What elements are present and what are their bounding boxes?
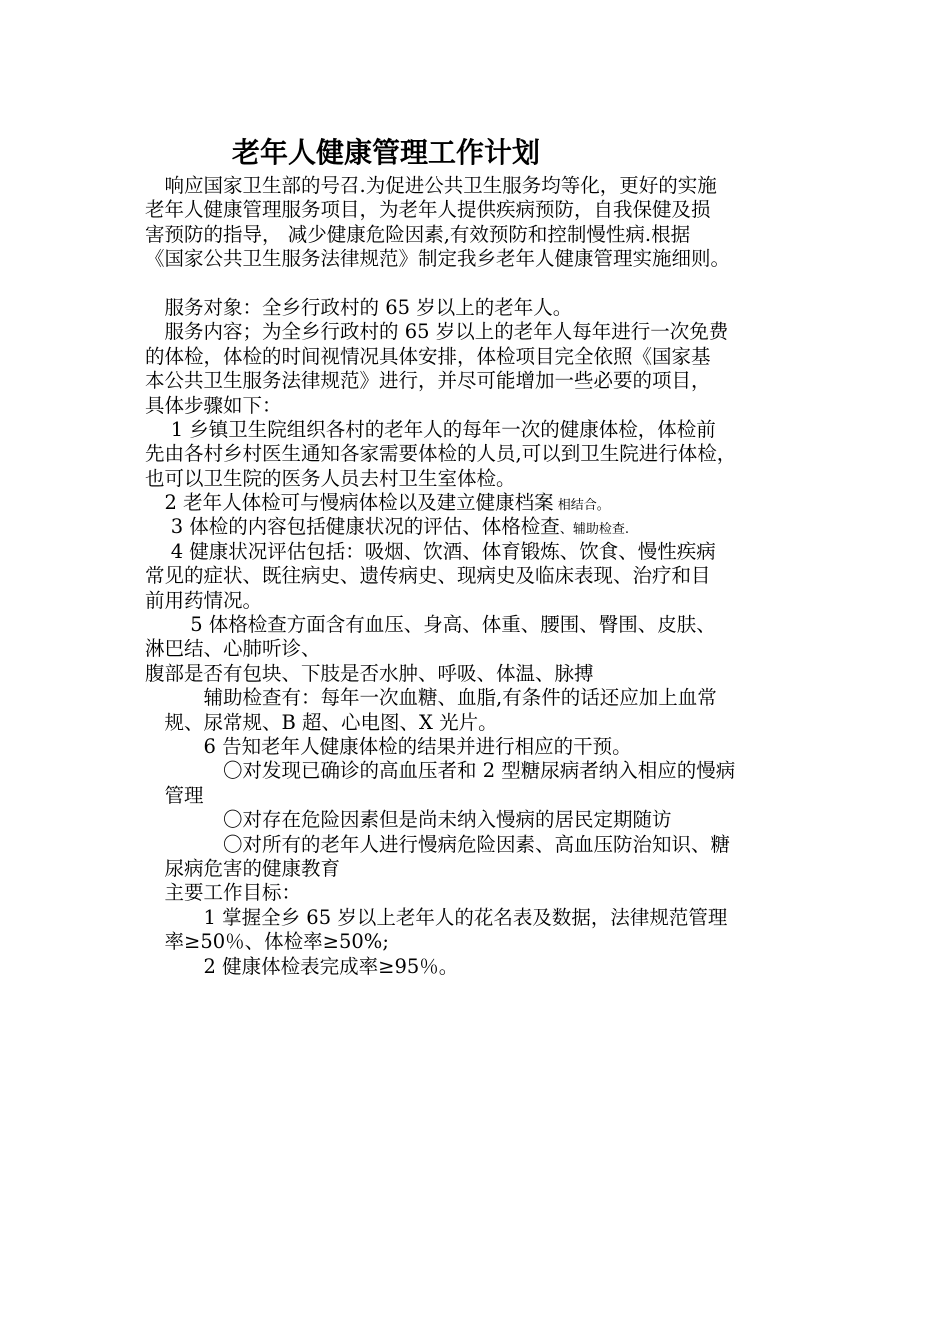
small-note: 、辅助检查. (559, 522, 629, 538)
line-text: 2 老年人体检可与慢病体检以及建立健康档案 (145, 491, 554, 515)
small-note: 相结合。 (553, 498, 610, 514)
paragraph-line (145, 515, 820, 539)
paragraph-line: 常见的症状、既往病史、遗传病史、现病史及临床表现、治疗和目 (145, 564, 711, 588)
paragraph-line: 1 掌握全乡 65 岁以上老年人的花名表及数据，法律规范管理 (145, 905, 728, 929)
paragraph-line: 《国家公共卫生服务法律规范》制定我乡老年人健康管理实施细则。 (145, 247, 731, 271)
document-title: 老年人健康管理工作计划 (232, 136, 541, 169)
paragraph-line: 害预防的指导， 减少健康危险因素,有效预防和控制慢性病.根据 (145, 222, 691, 246)
paragraph-line: 前用药情况。 (145, 588, 263, 612)
paragraph-line: 的体检，体检的时间视情况具体安排，体检项目完全依照《国家基 (145, 344, 711, 368)
paragraph-line: 本公共卫生服务法律规范》进行，并尽可能增加一些必要的项目， (145, 369, 711, 393)
paragraph-line: 先由各村乡村医生通知各家需要体检的人员,可以到卫生院进行体检， (145, 442, 737, 466)
paragraph-line: 〇对发现已确诊的高血压者和 2 型糖尿病者纳入相应的慢病 (145, 759, 736, 783)
paragraph-line: 2 健康体检表完成率≥95％。 (145, 954, 459, 978)
paragraph-line: 1 乡镇卫生院组织各村的老年人的每年一次的健康体检，体检前 (145, 417, 716, 441)
paragraph-line: 服务内容；为全乡行政村的 65 岁以上的老年人每年进行一次免费 (145, 320, 729, 344)
paragraph-line: 率≥50％、体检率≥50%; (145, 930, 389, 954)
paragraph-line: 规、尿常规、B 超、心电图、X 光片。 (145, 710, 498, 734)
blank-line (145, 272, 820, 296)
paragraph-line: 老年人健康管理服务项目，为老年人提供疾病预防，自我保健及损 (145, 198, 711, 222)
paragraph-line: 〇对所有的老年人进行慢病危险因素、高血压防治知识、糖 (145, 832, 731, 856)
paragraph-line: 6 告知老年人健康体检的结果并进行相应的干预。 (145, 734, 632, 758)
line-text: 3 体检的内容包括健康状况的评估、体格检查 (145, 515, 560, 539)
paragraph-line (145, 491, 820, 515)
document-body (145, 174, 820, 979)
paragraph-line: 淋巴结、心肺听诊、 (145, 637, 321, 661)
paragraph-line: 4 健康状况评估包括：吸烟、饮酒、体育锻炼、饮食、慢性疾病 (145, 539, 716, 563)
paragraph-line: 服务对象：全乡行政村的 65 岁以上的老年人。 (145, 295, 573, 319)
paragraph-line: 主要工作目标： (145, 881, 302, 905)
paragraph-line: 响应国家卫生部的号召.为促进公共卫生服务均等化，更好的实施 (145, 174, 717, 197)
paragraph-line: 具体步骤如下： (145, 393, 282, 417)
paragraph-line: 辅助检查有：每年一次血糖、血脂,有条件的话还应加上血常 (145, 686, 717, 710)
paragraph-line: 尿病危害的健康教育 (145, 856, 341, 880)
paragraph-line: 腹部是否有包块、下肢是否水肿、呼吸、体温、脉搏 (145, 661, 594, 685)
paragraph-line: 5 体格检查方面含有血压、身高、体重、腰围、臀围、皮肤、 (145, 613, 716, 637)
paragraph-line: 〇对存在危险因素但是尚未纳入慢病的居民定期随访 (145, 808, 672, 832)
paragraph-line: 管理 (145, 783, 204, 807)
paragraph-line: 也可以卫生院的医务人员去村卫生室体检。 (145, 466, 516, 490)
